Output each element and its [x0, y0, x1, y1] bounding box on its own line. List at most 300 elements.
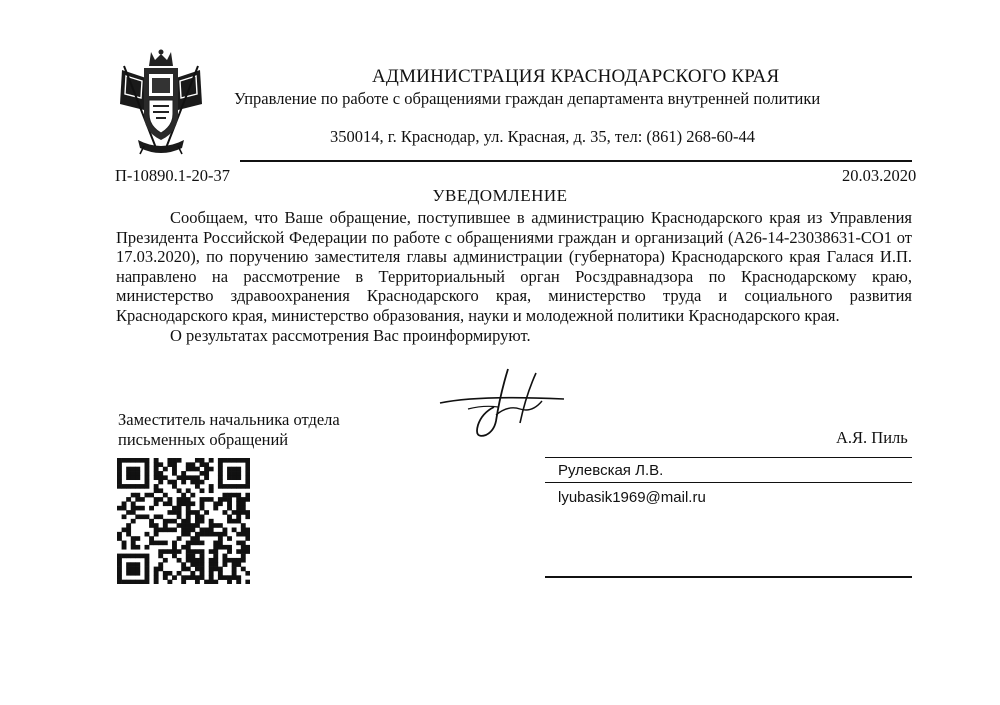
qr-module [145, 480, 150, 485]
qr-module [232, 567, 237, 572]
qr-module [218, 480, 223, 485]
qr-module [195, 475, 200, 480]
qr-module [218, 541, 223, 546]
qr-module [172, 510, 177, 515]
qr-module [167, 519, 172, 524]
qr-module [177, 510, 182, 515]
qr-module [122, 501, 127, 506]
qr-module [218, 497, 223, 502]
qr-module [158, 541, 163, 546]
qr-module [236, 580, 241, 584]
qr-module [186, 506, 191, 511]
qr-module [236, 532, 241, 537]
qr-module [145, 467, 150, 472]
qr-module [245, 458, 250, 463]
qr-module [232, 471, 237, 476]
qr-module [245, 528, 250, 533]
qr-module [209, 458, 214, 463]
qr-module [181, 519, 186, 524]
qr-module [135, 484, 140, 489]
qr-module [149, 536, 154, 541]
qr-module [190, 536, 195, 541]
qr-module [186, 523, 191, 528]
qr-module [145, 493, 150, 498]
qr-module [140, 506, 145, 511]
qr-module [122, 541, 127, 546]
qr-module [232, 519, 237, 524]
qr-module [181, 471, 186, 476]
qr-module [200, 462, 205, 467]
qr-module [126, 484, 131, 489]
qr-module [135, 554, 140, 559]
organization-address: 350014, г. Краснодар, ул. Красная, д. 35, тел: (861) 268-60-44 [330, 127, 756, 146]
qr-module [117, 480, 122, 485]
qr-module [126, 523, 131, 528]
qr-module [167, 462, 172, 467]
qr-module [213, 554, 218, 559]
qr-module [117, 571, 122, 576]
qr-module [177, 523, 182, 528]
qr-module [241, 558, 246, 563]
qr-module [200, 571, 205, 576]
qr-module [167, 510, 172, 515]
qr-module [131, 501, 136, 506]
qr-module [158, 549, 163, 554]
qr-module [190, 562, 195, 567]
qr-module [186, 519, 191, 524]
qr-module [163, 475, 168, 480]
qr-module [186, 545, 191, 550]
qr-module [232, 558, 237, 563]
qr-module [200, 458, 205, 463]
qr-module [126, 497, 131, 502]
qr-module [213, 506, 218, 511]
qr-module [227, 549, 232, 554]
qr-module [163, 558, 168, 563]
qr-module [158, 497, 163, 502]
qr-module [126, 562, 131, 567]
qr-module [163, 575, 168, 580]
qr-module [190, 558, 195, 563]
qr-module [218, 458, 223, 463]
qr-module [117, 462, 122, 467]
document-title: УВЕДОМЛЕНИЕ [432, 186, 568, 205]
qr-module [158, 475, 163, 480]
qr-module [222, 484, 227, 489]
qr-module [158, 562, 163, 567]
qr-module [154, 523, 159, 528]
qr-module [131, 467, 136, 472]
qr-module [163, 493, 168, 498]
qr-module [186, 467, 191, 472]
qr-module [154, 567, 159, 572]
organization-title: АДМИНИСТРАЦИЯ КРАСНОДАРСКОГО КРАЯ [372, 66, 780, 87]
qr-module [149, 506, 154, 511]
qr-module [241, 567, 246, 572]
qr-module [131, 567, 136, 572]
qr-module [209, 467, 214, 472]
executor-divider [545, 457, 912, 458]
qr-module [241, 528, 246, 533]
qr-module [227, 497, 232, 502]
qr-module [200, 480, 205, 485]
qr-module [140, 514, 145, 519]
qr-module [117, 554, 122, 559]
qr-module [190, 554, 195, 559]
qr-module [172, 506, 177, 511]
qr-module [209, 558, 214, 563]
qr-module [209, 562, 214, 567]
qr-module [181, 575, 186, 580]
qr-module [241, 532, 246, 537]
qr-module [126, 510, 131, 515]
qr-module [122, 458, 127, 463]
qr-module [186, 462, 191, 467]
qr-module [145, 471, 150, 476]
qr-module [172, 471, 177, 476]
qr-module [122, 545, 127, 550]
qr-module [186, 475, 191, 480]
qr-module [177, 514, 182, 519]
qr-module [236, 519, 241, 524]
qr-module [213, 501, 218, 506]
qr-module [126, 475, 131, 480]
qr-module [154, 462, 159, 467]
qr-module [218, 536, 223, 541]
qr-module [232, 475, 237, 480]
qr-module [181, 528, 186, 533]
qr-module [209, 532, 214, 537]
qr-module [245, 514, 250, 519]
qr-module [135, 475, 140, 480]
qr-module [135, 497, 140, 502]
qr-module [131, 506, 136, 511]
qr-module [145, 575, 150, 580]
qr-module [145, 514, 150, 519]
qr-module [209, 567, 214, 572]
qr-module [241, 510, 246, 515]
qr-module [236, 562, 241, 567]
qr-module [177, 488, 182, 493]
qr-module [200, 528, 205, 533]
qr-module [131, 562, 136, 567]
qr-module [190, 549, 195, 554]
qr-module [149, 519, 154, 524]
qr-module [218, 523, 223, 528]
qr-module [227, 493, 232, 498]
qr-module [167, 571, 172, 576]
qr-module [154, 484, 159, 489]
qr-module [154, 514, 159, 519]
qr-module [236, 549, 241, 554]
qr-module [190, 480, 195, 485]
qr-module [117, 562, 122, 567]
qr-module [213, 558, 218, 563]
qr-module [181, 562, 186, 567]
qr-module [172, 545, 177, 550]
qr-module [236, 467, 241, 472]
qr-module [236, 558, 241, 563]
qr-module [222, 528, 227, 533]
qr-module [227, 545, 232, 550]
qr-module [135, 545, 140, 550]
qr-module [200, 514, 205, 519]
qr-module [232, 571, 237, 576]
qr-module [195, 567, 200, 572]
qr-module [190, 528, 195, 533]
qr-module [218, 475, 223, 480]
qr-module [222, 458, 227, 463]
qr-module [209, 549, 214, 554]
qr-module [195, 532, 200, 537]
qr-module [200, 506, 205, 511]
qr-module [181, 545, 186, 550]
qr-module [195, 480, 200, 485]
qr-module [245, 545, 250, 550]
qr-module [200, 575, 205, 580]
qr-module [236, 493, 241, 498]
qr-module [140, 554, 145, 559]
qr-module [163, 541, 168, 546]
qr-module [209, 575, 214, 580]
qr-module [181, 480, 186, 485]
qr-module [218, 501, 223, 506]
qr-module [172, 575, 177, 580]
qr-module [177, 549, 182, 554]
qr-module [195, 580, 200, 584]
qr-module [236, 484, 241, 489]
body-paragraph: О результатах рассмотрения Вас проинформируют. [170, 325, 531, 345]
qr-code-icon [117, 458, 250, 584]
qr-module [222, 558, 227, 563]
qr-module [135, 467, 140, 472]
qr-module [213, 545, 218, 550]
qr-module [149, 523, 154, 528]
qr-module [154, 532, 159, 537]
qr-module [167, 497, 172, 502]
qr-module [195, 467, 200, 472]
qr-module [227, 467, 232, 472]
qr-module [126, 458, 131, 463]
qr-module [167, 501, 172, 506]
qr-module [227, 471, 232, 476]
qr-module [163, 501, 168, 506]
qr-module [232, 458, 237, 463]
qr-module [172, 554, 177, 559]
qr-module [195, 549, 200, 554]
qr-module [181, 567, 186, 572]
qr-module [117, 558, 122, 563]
qr-module [209, 519, 214, 524]
qr-module [232, 467, 237, 472]
qr-module [190, 475, 195, 480]
qr-module [232, 575, 237, 580]
qr-module [204, 467, 209, 472]
qr-module [117, 567, 122, 572]
signer-position-line: письменных обращений [118, 429, 289, 449]
qr-module [227, 475, 232, 480]
qr-module [245, 493, 250, 498]
qr-module [236, 514, 241, 519]
executor-divider [545, 482, 912, 483]
qr-module [190, 571, 195, 576]
qr-module [213, 580, 218, 584]
qr-module [154, 541, 159, 546]
qr-module [190, 575, 195, 580]
qr-module [181, 580, 186, 584]
qr-module [131, 541, 136, 546]
qr-module [213, 523, 218, 528]
qr-module [154, 501, 159, 506]
handwritten-signature-icon [438, 365, 568, 445]
qr-module [241, 545, 246, 550]
qr-module [222, 545, 227, 550]
qr-module [227, 514, 232, 519]
qr-module [227, 519, 232, 524]
executor-name: Рулевская Л.В. [558, 462, 664, 479]
qr-module [245, 475, 250, 480]
qr-module [190, 467, 195, 472]
qr-module [195, 523, 200, 528]
qr-module [145, 571, 150, 576]
qr-module [131, 484, 136, 489]
qr-module [227, 506, 232, 511]
qr-module [195, 536, 200, 541]
qr-module [149, 541, 154, 546]
qr-module [177, 558, 182, 563]
qr-module [200, 562, 205, 567]
qr-module [200, 541, 205, 546]
qr-module [117, 536, 122, 541]
qr-module [236, 541, 241, 546]
qr-module [236, 475, 241, 480]
qr-module [135, 458, 140, 463]
qr-module [241, 523, 246, 528]
qr-module [209, 580, 214, 584]
qr-module [236, 458, 241, 463]
qr-module [126, 471, 131, 476]
qr-module [204, 462, 209, 467]
qr-module [140, 497, 145, 502]
qr-module [218, 471, 223, 476]
qr-module [167, 549, 172, 554]
qr-module [122, 554, 127, 559]
qr-module [190, 462, 195, 467]
qr-module [145, 558, 150, 563]
qr-module [177, 571, 182, 576]
qr-module [204, 510, 209, 515]
qr-module [122, 514, 127, 519]
qr-module [145, 545, 150, 550]
qr-module [149, 493, 154, 498]
qr-module [209, 523, 214, 528]
qr-module [200, 488, 205, 493]
qr-module [186, 501, 191, 506]
qr-module [131, 571, 136, 576]
qr-module [177, 458, 182, 463]
qr-module [200, 471, 205, 476]
qr-module [200, 497, 205, 502]
qr-module [209, 571, 214, 576]
document-date: 20.03.2020 [842, 166, 917, 185]
qr-module [227, 558, 232, 563]
qr-module [186, 567, 191, 572]
qr-module [190, 541, 195, 546]
qr-module [195, 541, 200, 546]
qr-module [172, 458, 177, 463]
qr-module [172, 528, 177, 533]
qr-module [117, 484, 122, 489]
qr-module [245, 536, 250, 541]
qr-module [236, 510, 241, 515]
qr-module [209, 488, 214, 493]
qr-module [241, 541, 246, 546]
qr-module [204, 532, 209, 537]
qr-module [245, 532, 250, 537]
signer-position [118, 410, 340, 449]
qr-module [195, 558, 200, 563]
qr-module [245, 484, 250, 489]
qr-module [186, 532, 191, 537]
qr-module [135, 514, 140, 519]
executor-divider [545, 576, 912, 578]
qr-module [126, 571, 131, 576]
qr-module [190, 510, 195, 515]
executor-email: lyubasik1969@mail.ru [558, 489, 706, 506]
qr-module [158, 462, 163, 467]
qr-module [218, 484, 223, 489]
qr-module [126, 554, 131, 559]
qr-module [241, 484, 246, 489]
reference-number: П-10890.1-20-37 [115, 166, 231, 185]
qr-module [227, 501, 232, 506]
header-divider [240, 160, 912, 162]
qr-module [195, 562, 200, 567]
qr-module [241, 506, 246, 511]
qr-module [209, 528, 214, 533]
qr-module [135, 471, 140, 476]
qr-module [218, 462, 223, 467]
qr-module [195, 484, 200, 489]
qr-module [227, 575, 232, 580]
qr-module [154, 458, 159, 463]
qr-module [140, 484, 145, 489]
qr-module [232, 510, 237, 515]
qr-module [145, 562, 150, 567]
qr-module [236, 471, 241, 476]
qr-module [204, 471, 209, 476]
qr-module [154, 571, 159, 576]
qr-module [167, 528, 172, 533]
qr-module [227, 536, 232, 541]
qr-module [245, 497, 250, 502]
qr-module [154, 497, 159, 502]
qr-module [200, 501, 205, 506]
qr-module [154, 488, 159, 493]
qr-module [163, 528, 168, 533]
signer-position-line: Заместитель начальника отдела [118, 410, 340, 429]
qr-module [117, 575, 122, 580]
qr-module [181, 501, 186, 506]
qr-module [200, 554, 205, 559]
qr-module [186, 554, 191, 559]
qr-module [186, 558, 191, 563]
qr-module [200, 567, 205, 572]
qr-module [209, 497, 214, 502]
qr-module [218, 567, 223, 572]
qr-module [145, 462, 150, 467]
qr-module [126, 467, 131, 472]
